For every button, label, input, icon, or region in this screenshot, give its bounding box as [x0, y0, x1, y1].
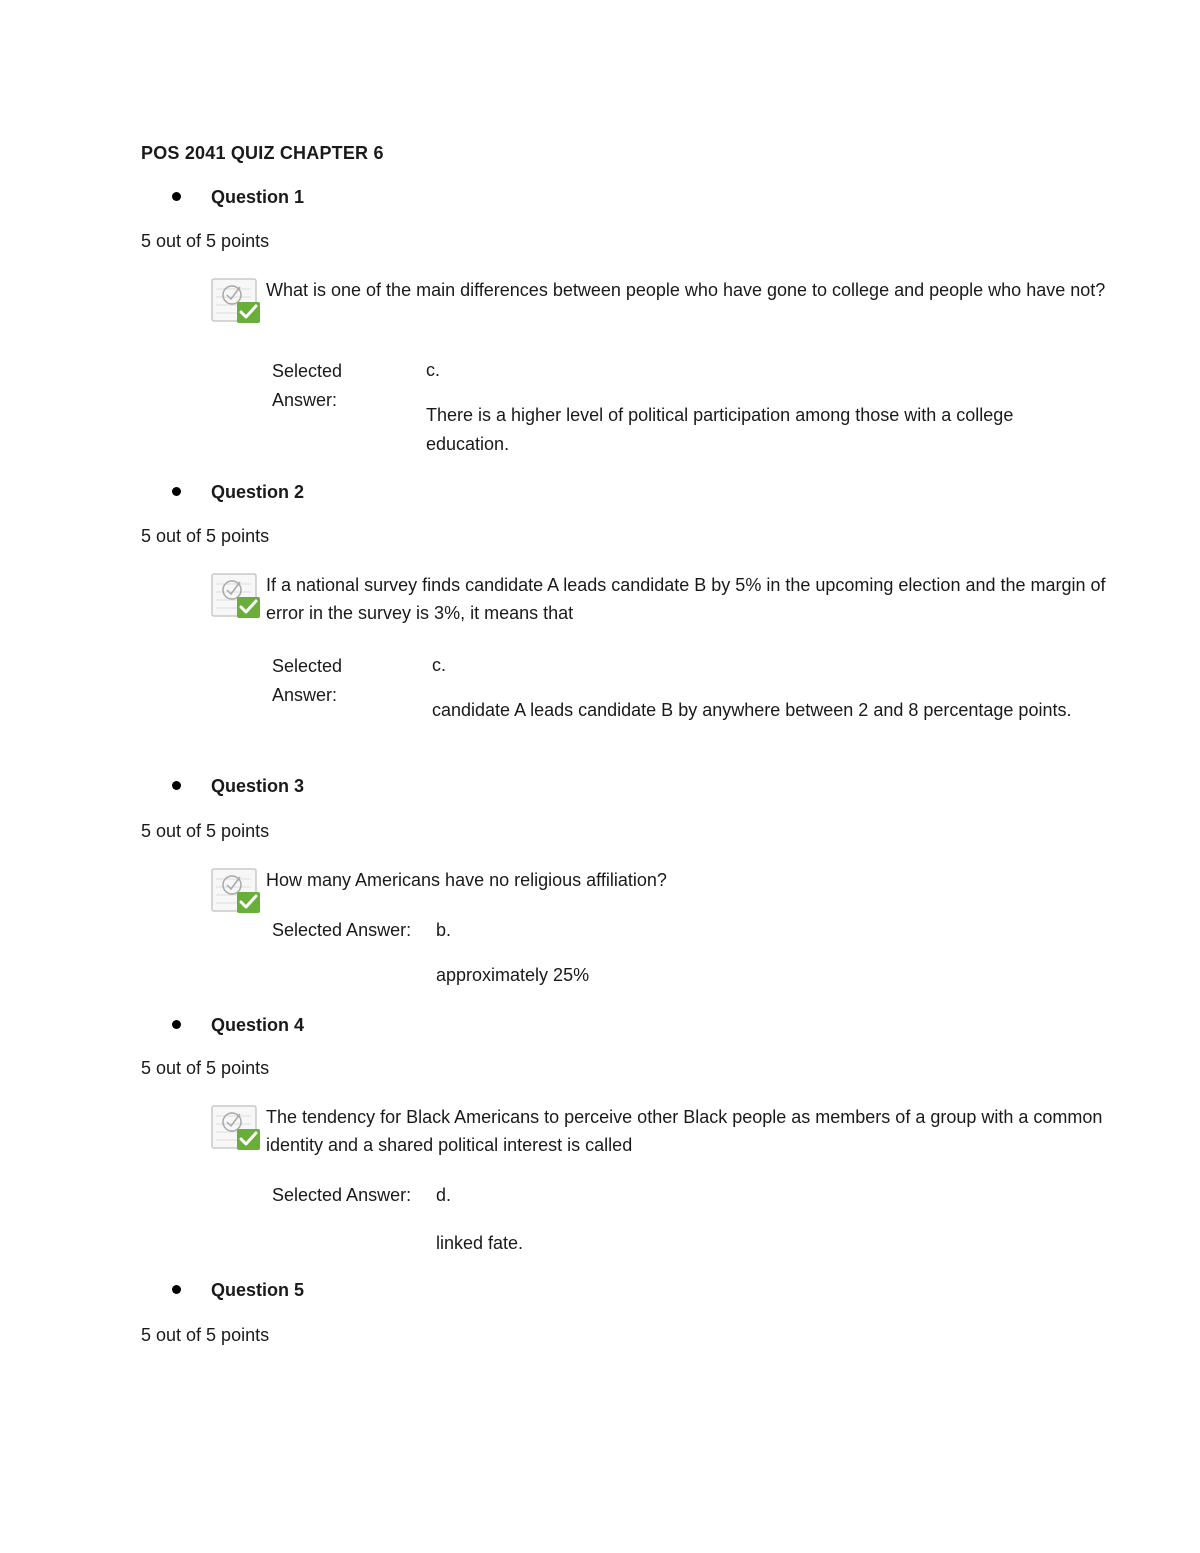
bullet-icon [172, 781, 181, 790]
question-4-points: 5 out of 5 points [141, 1058, 270, 1078]
question-3-answer-letter: b. [436, 920, 452, 940]
question-4-answer-text: linked fate. [436, 1233, 524, 1253]
question-1-text: What is one of the main differences between people who have gone to college and people who have not? [266, 280, 1106, 300]
question-3-header [172, 776, 304, 797]
correct-answer-check-icon [211, 865, 263, 915]
question-1-selected-label: Selected Answer: [272, 361, 343, 410]
question-1-answer-letter: c. [426, 360, 441, 380]
question-1-answer-text: There is a higher level of political participation among those with a college education. [426, 405, 1014, 454]
question-4-answer-letter: d. [436, 1185, 452, 1205]
question-2-points: 5 out of 5 points [141, 526, 270, 546]
question-2-answer-letter: c. [432, 655, 447, 675]
question-5-points: 5 out of 5 points [141, 1325, 270, 1345]
question-2-selected-label: Selected Answer: [272, 656, 343, 705]
question-4-text: The tendency for Black Americans to perceive other Black people as members of a group with a common identity and a shared political interest is called [266, 1107, 1103, 1155]
question-5-heading: Question 5 [211, 1280, 305, 1300]
bullet-icon [172, 192, 181, 201]
question-2-answer-text: candidate A leads candidate B by anywhere between 2 and 8 percentage points. [432, 700, 1072, 720]
bullet-icon [172, 1020, 181, 1029]
question-3-heading: Question 3 [211, 776, 305, 796]
bullet-icon [172, 1285, 181, 1294]
question-1-header [172, 187, 304, 208]
question-1-heading: Question 1 [211, 187, 305, 207]
question-2-header [172, 482, 304, 503]
question-3-selected-label: Selected Answer: [272, 920, 412, 940]
question-4-heading: Question 4 [211, 1015, 305, 1035]
question-1-points: 5 out of 5 points [141, 231, 270, 251]
bullet-icon [172, 487, 181, 496]
question-3-answer-text: approximately 25% [436, 965, 590, 985]
correct-answer-check-icon [211, 275, 263, 325]
question-4-selected-label: Selected Answer: [272, 1185, 412, 1205]
question-3-text: How many Americans have no religious affiliation? [266, 870, 667, 890]
correct-answer-check-icon [211, 1102, 263, 1152]
question-2-heading: Question 2 [211, 482, 305, 502]
question-5-header [172, 1280, 304, 1301]
question-2-text: If a national survey finds candidate A leads candidate B by 5% in the upcoming election and the margin of error in the survey is 3%, it means that [266, 575, 1106, 623]
question-4-header [172, 1015, 304, 1036]
question-3-points: 5 out of 5 points [141, 821, 270, 841]
page-title: POS 2041 QUIZ CHAPTER 6 [141, 143, 384, 163]
correct-answer-check-icon [211, 570, 263, 620]
